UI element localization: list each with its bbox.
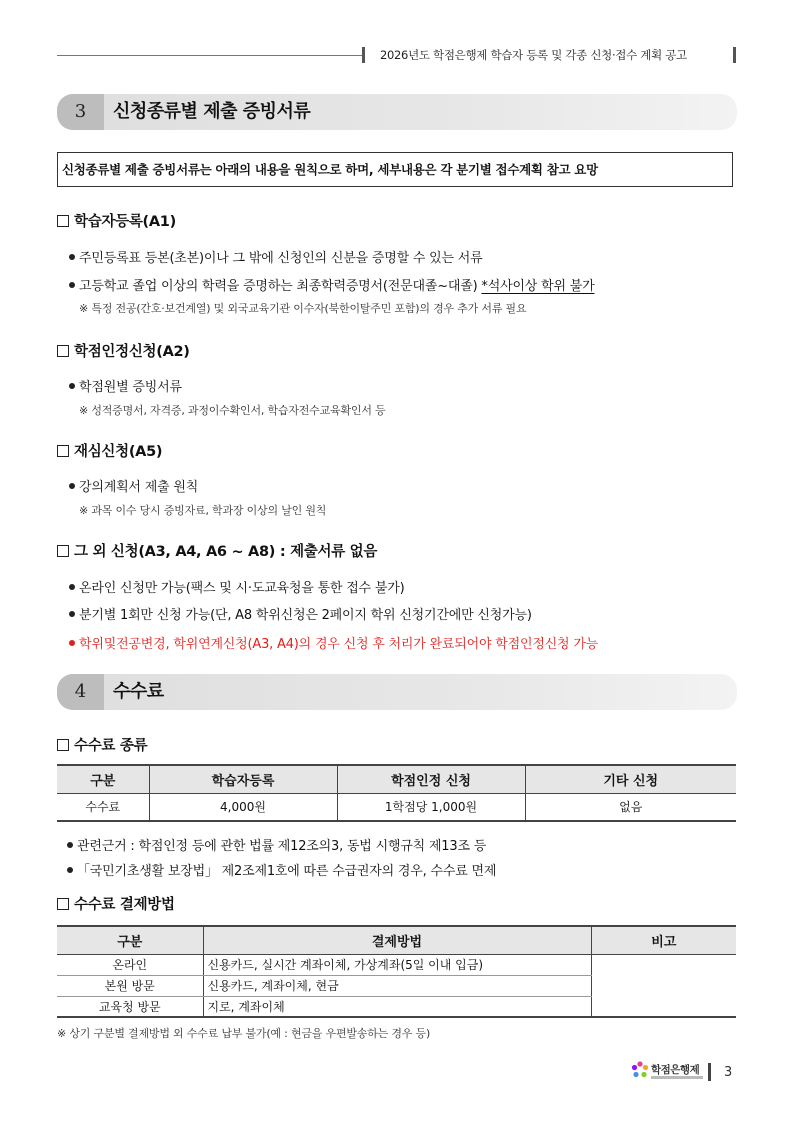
payment-row-online-method: 신용카드, 실시간 계좌이체, 가상계좌(5일 이내 입금)	[203, 954, 591, 975]
notice-box: 신청종류별 제출 증빙서류는 아래의 내용을 원칙으로 하며, 세부내용은 각 분기별 접수계획 참고 요망	[57, 152, 733, 187]
bullet-dot-icon	[69, 584, 75, 590]
fee-basis-text: 관련근거 : 학점인정 등에 관한 법률 제12조의3, 동법 시행규칙 제13조 등	[77, 839, 487, 854]
fee-header-category: 구분	[57, 765, 149, 793]
payment-row-visit-label: 본원 방문	[57, 975, 203, 996]
checkbox-square-icon	[57, 345, 69, 357]
fee-basis-bullet	[67, 835, 486, 854]
payment-row-visit-method: 신용카드, 계좌이체, 현금	[203, 975, 591, 996]
section-3-bar	[57, 94, 737, 130]
checkbox-square-icon	[57, 445, 69, 457]
a2-note: ※ 성적증명서, 자격증, 과정이수확인서, 학습자전수교육확인서 등	[79, 404, 386, 417]
section-4-number: 4	[57, 674, 104, 710]
bullet-dot-icon	[69, 640, 75, 646]
header-title: 2026년도 학점은행제 학습자 등록 및 각종 신청·접수 계획 공고	[380, 48, 687, 62]
payment-table	[57, 925, 736, 1018]
payment-header-remarks: 비고	[591, 926, 736, 954]
section-3-title: 신청종류별 제출 증빙서류	[113, 101, 311, 122]
payment-heading	[57, 893, 175, 914]
fee-table	[57, 764, 736, 822]
payment-table-header-row	[57, 926, 736, 954]
payment-row-office-method: 지로, 계좌이체	[203, 996, 591, 1017]
fee-cell-label: 수수료	[57, 793, 149, 821]
fee-exemption-text: 「국민기초생활 보장법」 제2조제1호에 따른 수급권자의 경우, 수수료 면제	[77, 864, 497, 879]
fee-cell-credit: 1학점당 1,000원	[337, 793, 525, 821]
other-bullet-3-text: 학위및전공변경, 학위연계신청(A3, A4)의 경우 신청 후 처리가 완료되어야 학점인정신청 가능	[79, 637, 599, 652]
a5-heading-text: 재심신청(A5)	[74, 444, 163, 460]
payment-row-office-label: 교육청 방문	[57, 996, 203, 1017]
page-number: 3	[724, 1065, 733, 1080]
other-bullet-1	[69, 577, 404, 596]
logo-subtext	[651, 1076, 703, 1079]
header-rule	[57, 55, 362, 56]
other-bullet-1-text: 온라인 신청만 가능(팩스 및 시·도교육청을 통한 접수 불가)	[79, 581, 405, 596]
fee-table-header-row	[57, 765, 736, 793]
a1-bullet-1	[69, 247, 483, 266]
bullet-dot-icon	[67, 842, 73, 848]
payment-header-category: 구분	[57, 926, 203, 954]
fee-header-credit: 학점인정 신청	[337, 765, 525, 793]
a1-heading-text: 학습자등록(A1)	[74, 214, 176, 230]
payment-row-online-label: 온라인	[57, 954, 203, 975]
footer-tick	[708, 1063, 711, 1081]
other-heading-text: 그 외 신청(A3, A4, A6 ~ A8) : 제출서류 없음	[74, 544, 378, 560]
payment-heading-text: 수수료 결제방법	[74, 897, 175, 913]
header-right-tick	[733, 47, 736, 63]
a2-heading-text: 학점인정신청(A2)	[74, 344, 190, 360]
checkbox-square-icon	[57, 898, 69, 910]
other-bullet-2	[69, 604, 532, 623]
a1-bullet-1-text: 주민등록표 등본(초본)이나 그 밖에 신청인의 신분을 증명할 수 있는 서류	[79, 251, 483, 266]
a5-note: ※ 과목 이수 당시 증빙자료, 학과장 이상의 날인 원칙	[79, 504, 327, 517]
a2-bullet-1-text: 학점원별 증빙서류	[79, 380, 182, 395]
section-4-bar	[57, 674, 737, 710]
a2-heading	[57, 340, 190, 361]
fee-types-heading-text: 수수료 종류	[74, 738, 148, 754]
fee-types-heading	[57, 734, 147, 755]
bullet-dot-icon	[69, 254, 75, 260]
payment-remarks-cell	[591, 954, 736, 1017]
fee-header-registration: 학습자등록	[149, 765, 337, 793]
payment-header-method: 결제방법	[203, 926, 591, 954]
fee-cell-other: 없음	[619, 800, 643, 815]
logo-text: 학점은행제	[651, 1064, 700, 1076]
payment-footnote: ※ 상기 구분별 결제방법 외 수수료 납부 불가(예 : 현금을 우편발송하는 경우 등)	[57, 1027, 431, 1040]
header-left-tick	[362, 47, 365, 63]
a5-bullet-1-text: 강의계획서 제출 원칙	[79, 480, 199, 495]
bullet-dot-icon	[69, 483, 75, 489]
bullet-dot-icon	[69, 383, 75, 389]
bullet-dot-icon	[67, 867, 73, 873]
a1-bullet-2-underlined: *석사이상 학위 불가	[481, 279, 595, 294]
other-bullet-3-warning	[69, 633, 598, 652]
a5-bullet-1	[69, 476, 198, 495]
other-heading	[57, 540, 377, 561]
a1-note: ※ 특정 전공(간호·보건계열) 및 외국교육기관 이수자(북한이탈주민 포함)의 경우 추가 서류 필요	[79, 302, 527, 315]
a1-bullet-2-text: 고등학교 졸업 이상의 학력을 증명하는 최종학력증명서(전문대졸~대졸)	[79, 279, 482, 294]
fee-cell-registration: 4,000원	[149, 793, 337, 821]
credit-bank-logo	[630, 1060, 706, 1086]
checkbox-square-icon	[57, 215, 69, 227]
other-bullet-2-text: 분기별 1회만 신청 가능(단, A8 학위신청은 2페이지 학위 신청기간에만 신청가능)	[79, 608, 532, 623]
checkbox-square-icon	[57, 545, 69, 557]
a1-bullet-2	[69, 275, 594, 294]
section-4-title: 수수료	[113, 681, 164, 702]
a5-heading	[57, 440, 162, 461]
fee-exemption-bullet	[67, 860, 496, 879]
bullet-dot-icon	[69, 282, 75, 288]
a1-heading	[57, 210, 176, 231]
section-3-number: 3	[57, 94, 104, 130]
a2-bullet-1	[69, 376, 182, 395]
fee-header-other: 기타 신청	[525, 765, 736, 793]
bullet-dot-icon	[69, 611, 75, 617]
flower-logo-icon	[630, 1060, 650, 1080]
table-row	[57, 793, 736, 821]
table-row	[57, 954, 736, 975]
checkbox-square-icon	[57, 739, 69, 751]
